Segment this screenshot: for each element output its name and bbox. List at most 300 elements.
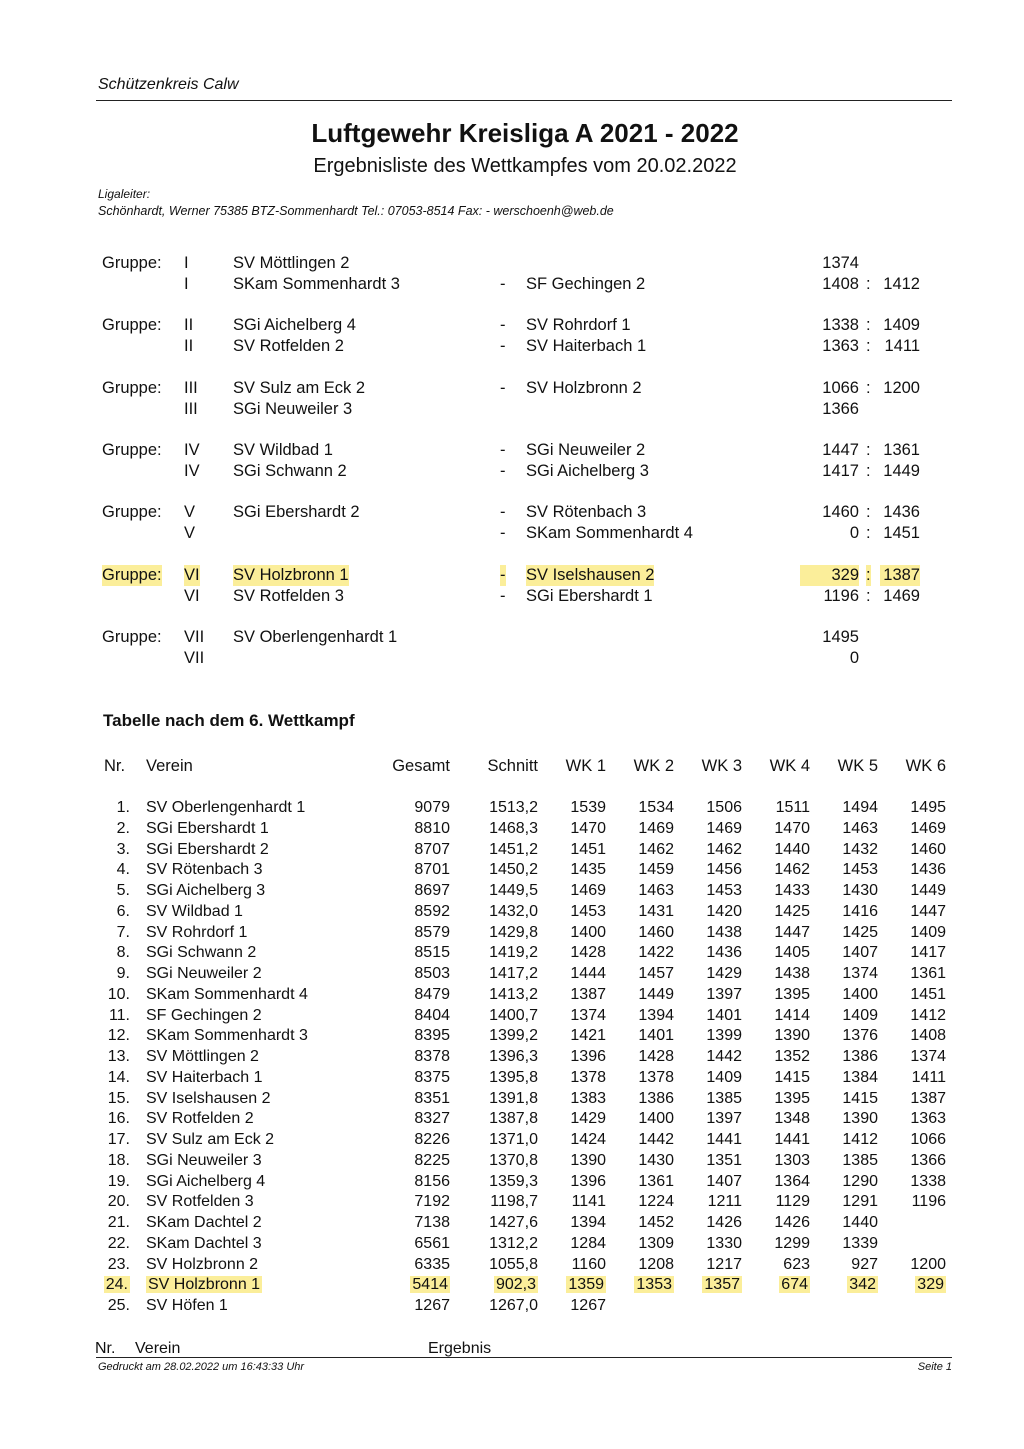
- row-schnitt: [460, 1275, 538, 1296]
- row-gesamt: 8351: [414, 1089, 450, 1107]
- row-schnitt: 1391,8: [489, 1089, 538, 1107]
- row-wk6: 1387: [910, 1089, 946, 1107]
- row-rank: 3.: [116, 840, 130, 858]
- row-rank: 7.: [116, 923, 130, 941]
- match-home-score: 1460: [822, 503, 859, 521]
- row-wk4: 1462: [774, 861, 810, 879]
- match-away-score: 1411: [884, 337, 920, 355]
- row-club: SGi Aichelberg 4: [146, 1172, 266, 1190]
- row-wk6: 1361: [910, 965, 946, 982]
- row-schnitt: 1450,2: [489, 861, 538, 879]
- row-wk1: 1451: [570, 840, 606, 858]
- row-wk2: 1208: [638, 1255, 674, 1273]
- row-club: SF Gechingen 2: [146, 1006, 262, 1024]
- row-wk1: 1383: [570, 1089, 606, 1107]
- row-wk6: 1495: [910, 799, 946, 816]
- row-wk3: 1407: [706, 1172, 742, 1190]
- row-wk4: 1405: [774, 944, 810, 962]
- organization-name: Schützenkreis Calw: [98, 76, 239, 93]
- row-wk3: 1426: [706, 1214, 742, 1231]
- match-away-team: SF Gechingen 2: [526, 275, 646, 293]
- match-home-score: 1408: [822, 275, 859, 293]
- match-group-label: Gruppe:: [102, 316, 162, 334]
- row-gesamt: 8226: [414, 1131, 450, 1148]
- row-wk1: 1374: [570, 1006, 606, 1024]
- row-club: SGi Aichelberg 3: [146, 882, 266, 899]
- row-wk4: 1425: [774, 902, 810, 920]
- row-wk6: 1363: [910, 1110, 946, 1128]
- match-separator: -: [500, 566, 506, 584]
- match-separator: -: [500, 462, 506, 480]
- row-wk3: 1397: [706, 1110, 742, 1128]
- row-wk1: 1396: [570, 1048, 606, 1065]
- row-club: SV Holzbronn 2: [146, 1255, 259, 1273]
- match-away-team: SV Rötenbach 3: [526, 503, 647, 521]
- row-wk3: 1442: [706, 1048, 742, 1065]
- row-wk1: 1400: [570, 923, 606, 941]
- row-schnitt: 1427,6: [489, 1214, 538, 1231]
- header-wk2: WK 2: [633, 757, 674, 775]
- match-group-number: VII: [184, 628, 205, 646]
- row-wk4: 1438: [774, 965, 810, 982]
- row-rank: 20.: [107, 1193, 130, 1211]
- row-gesamt: 8404: [414, 1006, 450, 1024]
- row-club: SGi Ebershardt 1: [146, 819, 269, 837]
- row-wk5: 1440: [842, 1214, 878, 1231]
- row-wk2: 1442: [638, 1131, 674, 1148]
- match-score-colon: :: [866, 379, 871, 397]
- match-home-team: SV Rotfelden 2: [233, 337, 344, 355]
- match-away-team: SV Rohrdorf 1: [526, 316, 631, 334]
- row-gesamt: 6335: [414, 1255, 450, 1273]
- match-home-score: 1338: [822, 316, 859, 334]
- match-group-label: Gruppe:: [102, 254, 162, 272]
- row-club: [146, 1275, 262, 1296]
- match-group-number: VII: [184, 649, 205, 667]
- row-gesamt: 8515: [414, 944, 450, 962]
- footer-nr-label: Nr.: [95, 1340, 116, 1357]
- row-wk2: 1422: [638, 944, 674, 962]
- row-wk5: 1385: [842, 1151, 878, 1169]
- match-home-team: SGi Aichelberg 4: [233, 316, 356, 334]
- match-away-score: 1469: [883, 587, 920, 605]
- match-home-score: 1363: [822, 337, 859, 355]
- row-club: SV Rötenbach 3: [146, 861, 263, 879]
- row-club: SV Möttlingen 2: [146, 1048, 259, 1065]
- row-rank: 8.: [116, 944, 130, 962]
- row-schnitt: 1370,8: [489, 1151, 538, 1169]
- row-wk6: 1409: [910, 923, 946, 941]
- row-club: SV Rohrdorf 1: [146, 923, 248, 941]
- match-home-score: 1417: [822, 462, 859, 480]
- row-wk3: 1453: [706, 882, 742, 899]
- row-wk4: 1129: [775, 1193, 810, 1211]
- match-home-team: SV Oberlengenhardt 1: [233, 628, 398, 646]
- ligaleiter-info: Schönhardt, Werner 75385 BTZ-Sommenhardt Tel.: 07053-8514 Fax: - werschoenh@web.de: [98, 204, 614, 218]
- match-away-team: SV Iselshausen 2: [526, 566, 655, 584]
- row-wk1: 1378: [570, 1068, 606, 1086]
- table-title: Tabelle nach dem 6. Wettkampf: [103, 711, 355, 730]
- row-wk3: [682, 1296, 742, 1317]
- row-wk6: 1366: [910, 1151, 946, 1169]
- row-gesamt: 8395: [414, 1027, 450, 1045]
- row-wk4: 1433: [774, 882, 810, 899]
- row-gesamt: 6561: [414, 1234, 450, 1252]
- row-wk1: 1267: [570, 1297, 606, 1314]
- row-wk2: 1386: [638, 1089, 674, 1107]
- row-club: SGi Neuweiler 3: [146, 1151, 262, 1169]
- row-wk2: 1400: [638, 1110, 674, 1128]
- header-gesamt: Gesamt: [392, 757, 450, 775]
- row-wk4-highlight: 674: [781, 1276, 808, 1294]
- row-rank: 21.: [107, 1214, 130, 1231]
- row-wk5: 1407: [842, 944, 878, 962]
- row-wk6: 1408: [910, 1027, 946, 1045]
- row-gesamt: 8479: [414, 985, 450, 1003]
- match-home-score: 0: [849, 649, 859, 667]
- row-schnitt: 1468,3: [489, 819, 538, 837]
- row-wk1: 1435: [570, 861, 606, 879]
- match-separator: -: [500, 503, 506, 521]
- row-rank: 10.: [107, 985, 130, 1003]
- row-schnitt: 1396,3: [489, 1048, 538, 1065]
- match-separator: -: [500, 316, 506, 334]
- row-wk3-highlight: 1357: [704, 1276, 740, 1294]
- row-schnitt: 1055,8: [489, 1255, 538, 1273]
- match-home-score: 1447: [822, 441, 859, 459]
- row-wk5: 1386: [842, 1048, 878, 1065]
- row-wk3: 1211: [707, 1193, 742, 1211]
- row-wk1: 1421: [570, 1027, 606, 1045]
- row-rank: 1.: [116, 799, 130, 816]
- row-wk4: 1441: [774, 1131, 810, 1148]
- row-wk2: 1428: [638, 1048, 674, 1065]
- row-wk5: 1400: [842, 985, 878, 1003]
- row-wk5: 1339: [842, 1234, 878, 1252]
- row-gesamt: 7138: [414, 1214, 450, 1231]
- row-gesamt: 1267: [414, 1297, 450, 1314]
- match-group-number: II: [184, 337, 194, 355]
- row-rank: 5.: [116, 882, 130, 899]
- row-wk4: [750, 1275, 810, 1296]
- row-wk4: 1440: [774, 840, 810, 858]
- row-wk6: [886, 1213, 946, 1234]
- row-wk5: 1374: [842, 965, 878, 982]
- row-wk1: [546, 1275, 606, 1296]
- row-rank: 13.: [107, 1048, 130, 1065]
- ligaleiter-label: Ligaleiter:: [98, 187, 151, 201]
- row-wk5: 1494: [842, 799, 878, 816]
- row-wk6: [886, 1296, 946, 1317]
- row-wk5: 927: [851, 1255, 878, 1273]
- row-wk2: 1361: [638, 1172, 674, 1190]
- match-group-number: V: [184, 503, 196, 521]
- row-wk2: 1309: [638, 1234, 674, 1252]
- row-wk4: 1364: [774, 1172, 810, 1190]
- row-wk5: 1425: [842, 923, 878, 941]
- match-home-team: SGi Ebershardt 2: [233, 503, 360, 521]
- match-away-score: 1412: [883, 275, 920, 293]
- row-schnitt-highlight: 902,3: [495, 1276, 536, 1294]
- row-wk2: 1401: [638, 1027, 674, 1045]
- match-away-team: SKam Sommenhardt 4: [526, 524, 693, 542]
- row-wk2: 1469: [638, 819, 674, 837]
- row-wk2: 1452: [638, 1214, 674, 1231]
- row-schnitt: 1387,8: [489, 1110, 538, 1128]
- header-wk1: WK 1: [565, 757, 606, 775]
- row-rank: 11.: [108, 1006, 130, 1024]
- match-score-colon: :: [866, 275, 871, 293]
- row-club: SKam Dachtel 3: [146, 1234, 262, 1252]
- footer-ergebnis-label: Ergebnis: [428, 1340, 492, 1357]
- row-wk3: 1401: [706, 1006, 742, 1024]
- match-score-colon: :: [866, 316, 871, 334]
- row-wk1: 1428: [570, 944, 606, 962]
- row-wk6: 1200: [910, 1255, 946, 1273]
- row-gesamt: 8327: [414, 1110, 450, 1128]
- row-wk6: 1412: [910, 1006, 946, 1024]
- header-wk5: WK 5: [837, 757, 878, 775]
- row-club: SGi Neuweiler 2: [146, 965, 262, 982]
- row-wk5: [818, 1275, 878, 1296]
- row-gesamt: 8701: [414, 861, 450, 879]
- match-home-score: 1196: [823, 587, 859, 605]
- row-wk2: 1459: [638, 861, 674, 879]
- row-rank: 23.: [107, 1255, 130, 1273]
- row-schnitt: 1267,0: [489, 1297, 538, 1314]
- row-gesamt: 8156: [414, 1172, 450, 1190]
- row-wk6: 1449: [910, 882, 946, 899]
- match-home-score: 1366: [822, 400, 859, 418]
- row-wk4: 1415: [774, 1068, 810, 1086]
- match-home-team: SKam Sommenhardt 3: [233, 275, 400, 293]
- row-wk5: 1409: [842, 1006, 878, 1024]
- row-schnitt: 1513,2: [489, 799, 538, 816]
- row-schnitt: 1413,2: [489, 985, 538, 1003]
- row-wk2: 1430: [638, 1151, 674, 1169]
- row-gesamt: 8697: [414, 882, 450, 899]
- row-wk3: 1420: [706, 902, 742, 920]
- row-rank: 19.: [107, 1172, 130, 1190]
- row-wk5: 1290: [842, 1172, 878, 1190]
- match-away-score: 1451: [883, 524, 920, 542]
- header-verein: Verein: [146, 757, 193, 775]
- match-away-score: 1449: [883, 462, 920, 480]
- row-schnitt: 1399,2: [489, 1027, 538, 1045]
- row-wk3: 1409: [706, 1068, 742, 1086]
- row-wk4: 1395: [774, 985, 810, 1003]
- match-home-team: SV Wildbad 1: [233, 441, 333, 459]
- row-wk1: 1394: [570, 1214, 606, 1231]
- row-wk1: 1469: [570, 882, 606, 899]
- row-schnitt: 1359,3: [489, 1172, 538, 1190]
- row-rank: 4.: [116, 861, 130, 879]
- row-wk4: 1390: [774, 1027, 810, 1045]
- row-wk1: 1284: [570, 1234, 606, 1252]
- row-wk3: 1436: [706, 944, 742, 962]
- row-wk1: 1444: [570, 965, 606, 982]
- match-group-number: II: [184, 316, 194, 334]
- row-wk5: 1384: [842, 1068, 878, 1086]
- match-away-score: 1387: [880, 565, 920, 586]
- footer-verein-label: Verein: [135, 1340, 181, 1357]
- row-wk2: [614, 1275, 674, 1296]
- row-wk5: [818, 1296, 878, 1317]
- match-group-number: I: [184, 254, 189, 272]
- row-rank-highlight: 24.: [105, 1276, 128, 1294]
- row-wk6: 1447: [910, 902, 946, 920]
- match-home-score: 1495: [822, 628, 859, 646]
- row-club: SKam Sommenhardt 4: [146, 985, 308, 1003]
- match-home-team: SGi Schwann 2: [233, 462, 347, 480]
- row-wk3: 1385: [706, 1089, 742, 1107]
- row-club: SV Rotfelden 2: [146, 1110, 254, 1128]
- match-away-score: [880, 648, 920, 669]
- row-gesamt: 9079: [414, 799, 450, 816]
- row-schnitt: 1451,2: [489, 840, 538, 858]
- row-wk6: 1460: [910, 840, 946, 858]
- row-rank: [96, 1275, 130, 1296]
- row-club: SKam Sommenhardt 3: [146, 1027, 308, 1045]
- match-away-team: SV Holzbronn 2: [526, 379, 642, 397]
- row-wk4: 1395: [774, 1089, 810, 1107]
- match-score-colon: :: [866, 524, 871, 542]
- row-wk2: 1457: [638, 965, 674, 982]
- row-wk2: 1224: [638, 1193, 674, 1211]
- row-gesamt: 8225: [414, 1151, 450, 1169]
- match-score-colon: :: [866, 503, 871, 521]
- row-club: SGi Schwann 2: [146, 944, 257, 962]
- match-away-score: 1436: [883, 503, 920, 521]
- match-home-team: SV Holzbronn 1: [233, 566, 349, 584]
- match-separator: -: [500, 524, 506, 542]
- row-wk2: 1378: [638, 1068, 674, 1086]
- row-rank: 9.: [116, 965, 130, 982]
- match-group-label: Gruppe:: [102, 441, 162, 459]
- row-rank: 12.: [107, 1027, 130, 1045]
- match-separator: -: [500, 379, 506, 397]
- row-gesamt: 8707: [414, 840, 450, 858]
- row-wk6: 1196: [911, 1193, 946, 1211]
- header-schnitt: Schnitt: [487, 757, 538, 775]
- match-group-number: IV: [184, 441, 200, 459]
- row-wk5: 1415: [842, 1089, 878, 1107]
- match-separator: -: [500, 275, 506, 293]
- row-wk1: 1160: [571, 1255, 606, 1273]
- row-wk3: 1462: [706, 840, 742, 858]
- row-gesamt: 8378: [414, 1048, 450, 1065]
- row-wk3: 1397: [706, 985, 742, 1003]
- row-wk3: [682, 1275, 742, 1296]
- row-rank: 15.: [107, 1089, 130, 1107]
- footer-divider: [96, 1357, 952, 1358]
- match-group-number: VI: [184, 566, 200, 584]
- match-group-label: Gruppe:: [102, 503, 162, 521]
- row-wk3: 1217: [706, 1255, 742, 1273]
- row-wk2: [614, 1296, 674, 1317]
- row-rank: 25.: [107, 1297, 130, 1314]
- row-wk5: 1453: [842, 861, 878, 879]
- row-rank: 18.: [107, 1151, 130, 1169]
- row-wk1: 1424: [570, 1131, 606, 1148]
- row-wk6: 1436: [910, 861, 946, 879]
- row-wk6: 1469: [910, 819, 946, 837]
- row-wk5: 1390: [842, 1110, 878, 1128]
- row-wk1: 1141: [571, 1193, 606, 1211]
- row-schnitt: 1371,0: [489, 1131, 538, 1148]
- row-wk5: 1432: [842, 840, 878, 858]
- match-away-team: SV Haiterbach 1: [526, 337, 647, 355]
- match-away-score: 1409: [883, 316, 920, 334]
- header-wk3: WK 3: [701, 757, 742, 775]
- row-club: SGi Ebershardt 2: [146, 840, 269, 858]
- row-wk4: 1303: [774, 1151, 810, 1169]
- match-away-score: [880, 253, 920, 274]
- row-wk6: 1417: [910, 944, 946, 962]
- row-wk3: 1441: [706, 1131, 742, 1148]
- match-group-number: IV: [184, 462, 200, 480]
- match-score-colon: :: [866, 337, 871, 355]
- row-gesamt: 7192: [414, 1193, 450, 1211]
- page-title: Luftgewehr Kreisliga A 2021 - 2022: [311, 118, 739, 148]
- row-wk1: 1539: [570, 799, 606, 816]
- row-wk2: 1394: [638, 1006, 674, 1024]
- page-number: Seite 1: [917, 1361, 952, 1373]
- row-wk2: 1460: [638, 923, 674, 941]
- row-rank: 6.: [116, 902, 130, 920]
- row-wk3: 1438: [706, 923, 742, 941]
- row-schnitt: 1432,0: [489, 902, 538, 920]
- match-away-score: [880, 627, 920, 648]
- row-wk4: 1470: [774, 819, 810, 837]
- row-wk2: 1431: [638, 902, 674, 920]
- match-group-number: I: [184, 275, 189, 293]
- row-wk5: 1291: [842, 1193, 878, 1211]
- row-club: SV Oberlengenhardt 1: [146, 799, 306, 816]
- match-away-team: SGi Ebershardt 1: [526, 587, 653, 605]
- match-separator: -: [500, 337, 506, 355]
- row-club: SV Haiterbach 1: [146, 1068, 263, 1086]
- row-gesamt: 8810: [414, 819, 450, 837]
- row-wk2: 1463: [638, 882, 674, 899]
- page-subtitle: Ergebnisliste des Wettkampfes vom 20.02.2022: [313, 155, 737, 177]
- match-home-score: 1066: [822, 379, 859, 397]
- row-wk6: 1338: [910, 1172, 946, 1190]
- row-wk3: 1330: [706, 1234, 742, 1252]
- header-wk4: WK 4: [769, 757, 810, 775]
- match-separator: -: [500, 441, 506, 459]
- header-wk6: WK 6: [905, 757, 946, 775]
- row-gesamt: [380, 1275, 450, 1296]
- match-away-score: 1200: [883, 379, 920, 397]
- row-wk5-highlight: 342: [849, 1276, 876, 1294]
- header-divider: [96, 100, 952, 101]
- row-wk4: 1352: [774, 1048, 810, 1065]
- row-wk2: 1534: [638, 799, 674, 816]
- row-wk1-highlight: 1359: [568, 1276, 604, 1294]
- row-club: SV Iselshausen 2: [146, 1089, 271, 1107]
- row-schnitt: 1417,2: [489, 965, 538, 982]
- row-wk2: 1462: [638, 840, 674, 858]
- row-gesamt: 8503: [414, 965, 450, 982]
- match-group-number: VI: [184, 587, 200, 605]
- row-wk4: [750, 1296, 810, 1317]
- row-wk6: [886, 1234, 946, 1255]
- match-score-colon: :: [866, 587, 871, 605]
- match-group-label: Gruppe:: [102, 379, 162, 397]
- row-wk4: 1299: [774, 1234, 810, 1252]
- row-wk6-highlight: 329: [917, 1276, 944, 1294]
